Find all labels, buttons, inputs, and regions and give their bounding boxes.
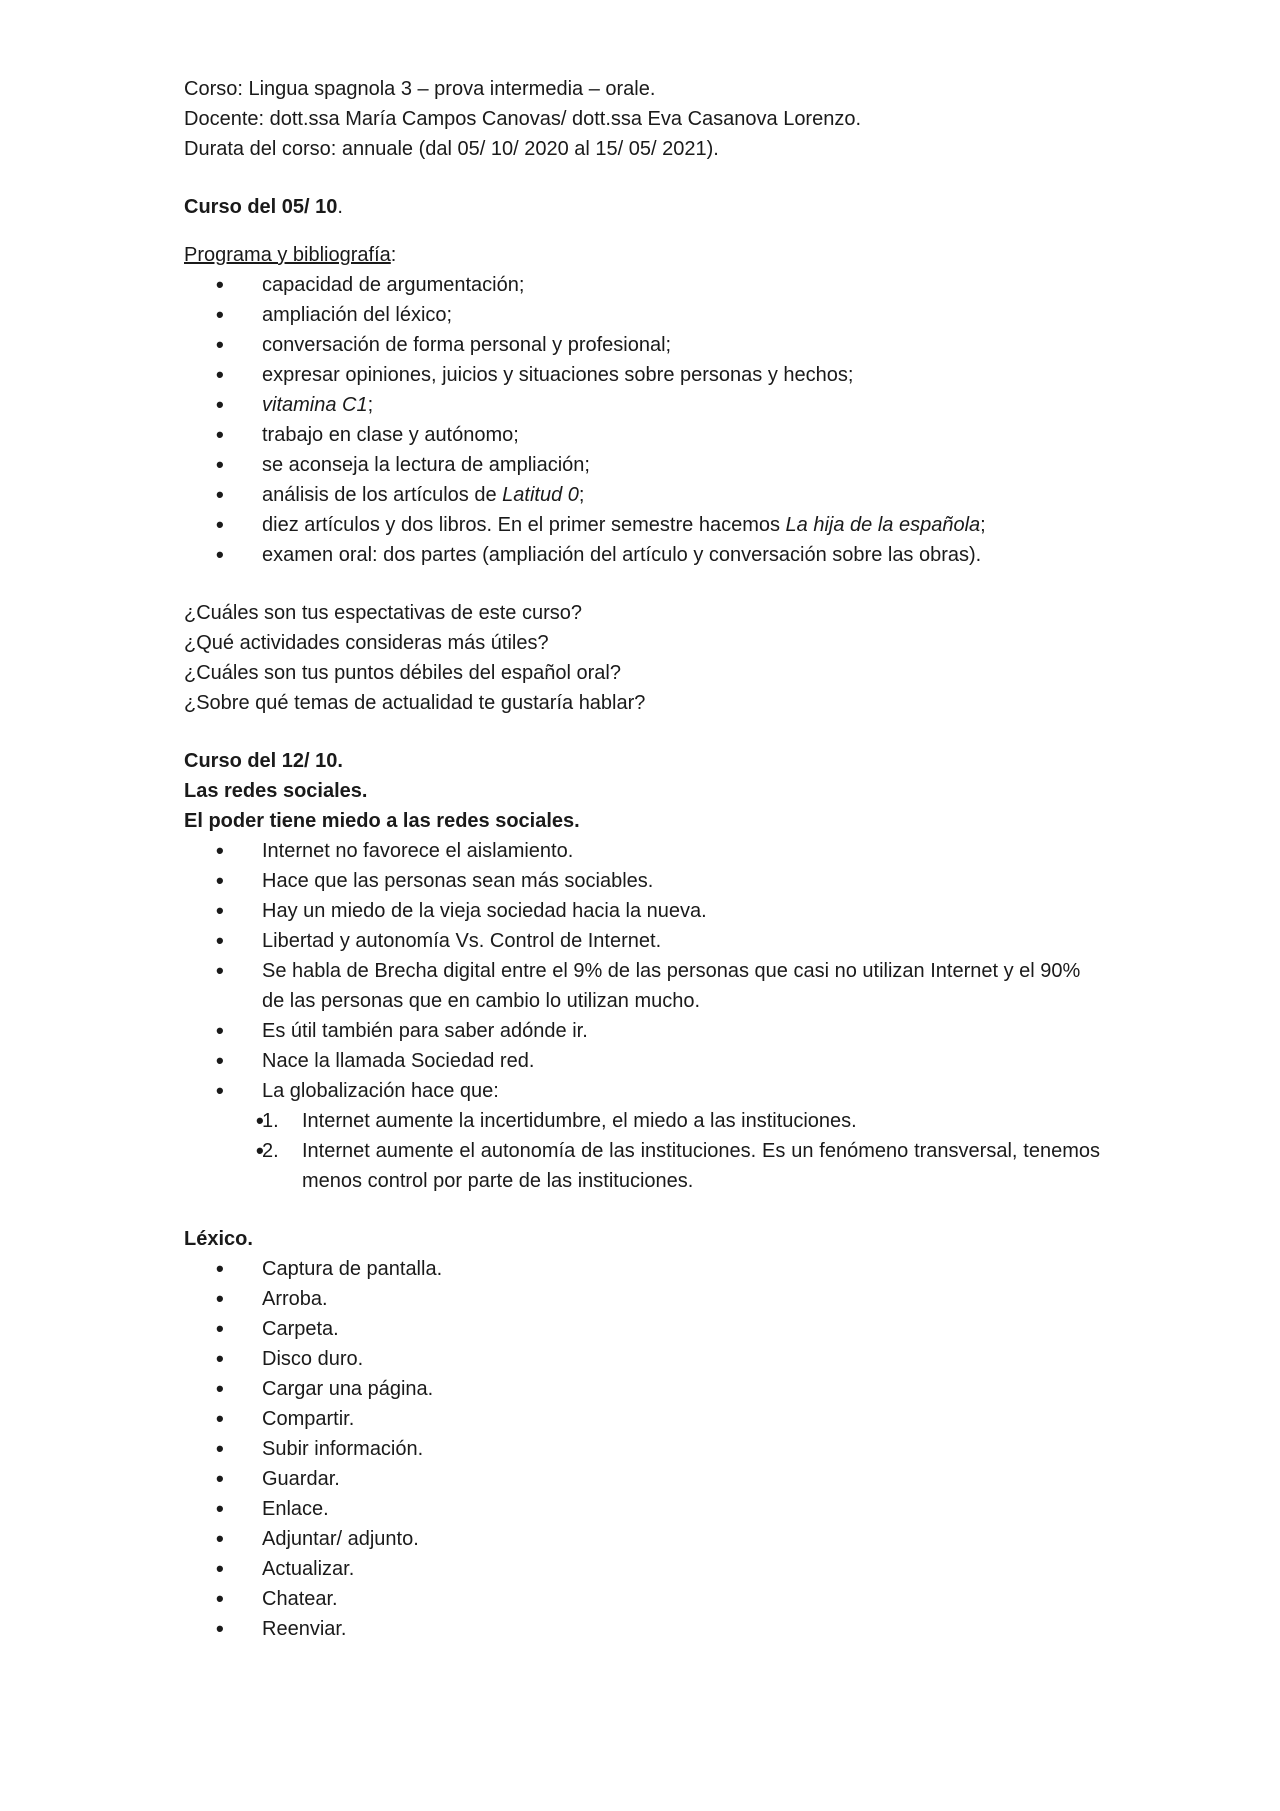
list-item: • Chatear.	[262, 1584, 1100, 1614]
program-heading-suffix: :	[390, 244, 397, 266]
list-item: • Captura de pantalla.	[262, 1254, 1100, 1284]
list-item	[262, 1076, 1100, 1196]
session2-subtitle: Las redes sociales.	[184, 780, 368, 802]
latitud-title: Latitud 0	[502, 484, 579, 506]
duration-line: Durata del corso: annuale (dal 05/ 10/ 2020 al 15/ 05/ 2021).	[184, 138, 719, 160]
list-item	[262, 510, 1100, 540]
list-item: • Compartir.	[262, 1404, 1100, 1434]
program-heading-text: Programa y bibliografía	[184, 244, 391, 266]
lexico-title: Léxico.	[184, 1228, 253, 1250]
list-item	[262, 390, 1100, 420]
list-item	[262, 480, 1100, 510]
list-item: • Enlace.	[262, 1494, 1100, 1524]
question: ¿Cuáles son tus espectativas de este curso?	[184, 602, 582, 624]
question: ¿Cuáles son tus puntos débiles del español oral?	[184, 662, 621, 684]
course-line: Corso: Lingua spagnola 3 – prova intermedia – orale.	[184, 78, 656, 100]
globalizacion-text: La globalización hace que:	[262, 1080, 499, 1102]
list-item: • Subir información.	[262, 1434, 1100, 1464]
numbered-item	[262, 1136, 1100, 1196]
list-item: • Se habla de Brecha digital entre el 9% de las personas que casi no utilizan Internet y el 90% de las personas que en cambio lo utilizan mucho.	[262, 956, 1100, 1016]
list-item: • Reenviar.	[262, 1614, 1100, 1644]
list-item: • expresar opiniones, juicios y situaciones sobre personas y hechos;	[262, 360, 1100, 390]
list-item: • Carpeta.	[262, 1314, 1100, 1344]
list-item: • Adjuntar/ adjunto.	[262, 1524, 1100, 1554]
session2-title: Curso del 12/ 10.	[184, 750, 343, 772]
question: ¿Sobre qué temas de actualidad te gustaría hablar?	[184, 692, 646, 714]
lexico-list	[184, 1254, 1100, 1644]
session1-title	[184, 192, 1100, 222]
list-item: • capacidad de argumentación;	[262, 270, 1100, 300]
program-list	[184, 270, 1100, 570]
libros-pre: diez artículos y dos libros. En el primer semestre hacemos	[262, 514, 786, 536]
latitud-post: ;	[578, 484, 585, 506]
numbered-text: Internet aumente la incertidumbre, el miedo a las instituciones.	[302, 1110, 857, 1132]
question: ¿Qué actividades consideras más útiles?	[184, 632, 549, 654]
list-item: • Es útil también para saber adónde ir.	[262, 1016, 1100, 1046]
list-item: • ampliación del léxico;	[262, 300, 1100, 330]
list-item: • Actualizar.	[262, 1554, 1100, 1584]
list-item: • Nace la llamada Sociedad red.	[262, 1046, 1100, 1076]
session1-title-suffix: .	[337, 196, 343, 218]
numbered-text: Internet aumente el autonomía de las instituciones. Es un fenómeno transversal, tenemos menos control por parte de las instituciones.	[302, 1140, 1100, 1192]
session2-subtitle2: El poder tiene miedo a las redes sociales.	[184, 810, 580, 832]
numbered-item	[262, 1106, 1100, 1136]
list-item: • Internet no favorece el aislamiento.	[262, 836, 1100, 866]
libros-post: ;	[980, 514, 986, 536]
redes-list	[184, 836, 1100, 1196]
list-item: • examen oral: dos partes (ampliación del artículo y conversación sobre las obras).	[262, 540, 1100, 570]
number-mark: • 2.	[262, 1140, 279, 1162]
list-item: • Arroba.	[262, 1284, 1100, 1314]
list-item: • Hace que las personas sean más sociables.	[262, 866, 1100, 896]
number-mark: • 1.	[262, 1110, 279, 1132]
list-item: • Guardar.	[262, 1464, 1100, 1494]
libros-title: La hija de la española	[785, 514, 981, 536]
list-item: • Cargar una página.	[262, 1374, 1100, 1404]
vitamina-rest: ;	[367, 394, 374, 416]
list-item: • conversación de forma personal y profesional;	[262, 330, 1100, 360]
list-item: • Libertad y autonomía Vs. Control de Internet.	[262, 926, 1100, 956]
program-heading	[184, 240, 1100, 270]
list-item: • se aconseja la lectura de ampliación;	[262, 450, 1100, 480]
latitud-pre: análisis de los artículos de	[262, 484, 503, 506]
list-item: • Disco duro.	[262, 1344, 1100, 1374]
session1-title-text: Curso del 05/ 10	[184, 196, 338, 218]
list-item: • trabajo en clase y autónomo;	[262, 420, 1100, 450]
list-item: • Hay un miedo de la vieja sociedad hacia la nueva.	[262, 896, 1100, 926]
numbered-list	[262, 1106, 1100, 1196]
teacher-line: Docente: dott.ssa María Campos Canovas/ dott.ssa Eva Casanova Lorenzo.	[184, 108, 862, 130]
vitamina-title: vitamina C1	[262, 394, 368, 416]
